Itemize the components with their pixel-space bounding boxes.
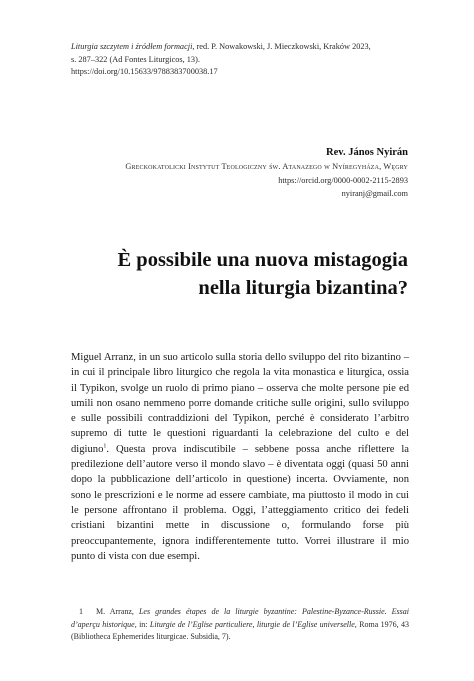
footnote-author: M. Arranz, <box>96 607 134 616</box>
footnote <box>71 606 409 644</box>
doi-link[interactable]: https://doi.org/10.15633/9788383700038.17 <box>71 67 218 76</box>
footnote-title-2: Liturgie de l’Eglise particuliere, liturgie de l’Eglise universelle <box>149 619 355 629</box>
body-paragraph <box>71 350 409 564</box>
author-orcid[interactable]: https://orcid.org/0000-0002-2115-2893 <box>278 175 408 185</box>
footnote-title-1: Les grandes étapes de la liturgie byzantine: Palestine-Byzance-Russie. Essai d’aperçu historique <box>71 607 410 629</box>
author-block <box>125 145 408 201</box>
author-email[interactable]: nyiranj@gmail.com <box>341 189 408 198</box>
citation-header <box>71 41 411 79</box>
footnote-number: 1 <box>79 607 83 616</box>
title-line-2: nella liturgia bizantina? <box>198 277 408 299</box>
author-name: Rev. János Nyirán <box>326 147 408 158</box>
body-text-part-2: . Questa prova indiscutibile – sebbene possa anche riflettere la predilezione dell’autore verso il mondo slavo – è diventata oggi (quasi 50 anni dopo la pubblicazione dell’articolo in questione) incerta. Ovviamente, non sono le prescrizioni e le norme ad essere cambiate, ma piuttosto il modo in cui le persone affrontano il problema. Oggi, l’atteggiamento critico dei fedeli cristiani bizantini mette in discussione o, formulando forse più preoccupantemente, ignora indifferentemente tutto. Vorrei illustrare il mio punto di vista con due esempi. <box>71 443 409 562</box>
citation-details: , red. P. Nowakowski, J. Mieczkowski, Kraków 2023, <box>192 42 371 51</box>
title-line-1: È possibile una nuova mistagogia <box>117 249 408 271</box>
footnote-connector: , in: <box>134 619 148 629</box>
footnote-rest: , Roma 1976, 43 (Bibliotheca Ephemerides liturgicae. Subsidia, 7). <box>71 619 410 641</box>
footnote-reference[interactable]: 1 <box>103 443 107 450</box>
article-title <box>118 246 409 302</box>
body-text-part-1: Miguel Arranz, in un suo articolo sulla storia dello sviluppo del rito bizantino – in cui il principale libro liturgico che regola la vita monastica e liturgica, ossia il Typikon, svolge un ruolo di primo piano – osserva che molte persone pie ed umili non osano nemmeno porre domande critiche sulle origini, sullo sviluppo e sulle possibili contraddizioni del Typikon, perché è considerato l’arbitro supremo di tutte le questioni riguardanti la celebrazione del culto e del digiuno <box>71 352 409 455</box>
author-affiliation: Greckokatolicki Instytut Teologiczny św. Atanazego w Nyíregyháza, Węgry <box>125 162 408 171</box>
book-title: Liturgia szczytem i źródłem formacji <box>71 42 193 51</box>
citation-pages-series: s. 287–322 (Ad Fontes Liturgicos, 13). <box>71 54 200 64</box>
